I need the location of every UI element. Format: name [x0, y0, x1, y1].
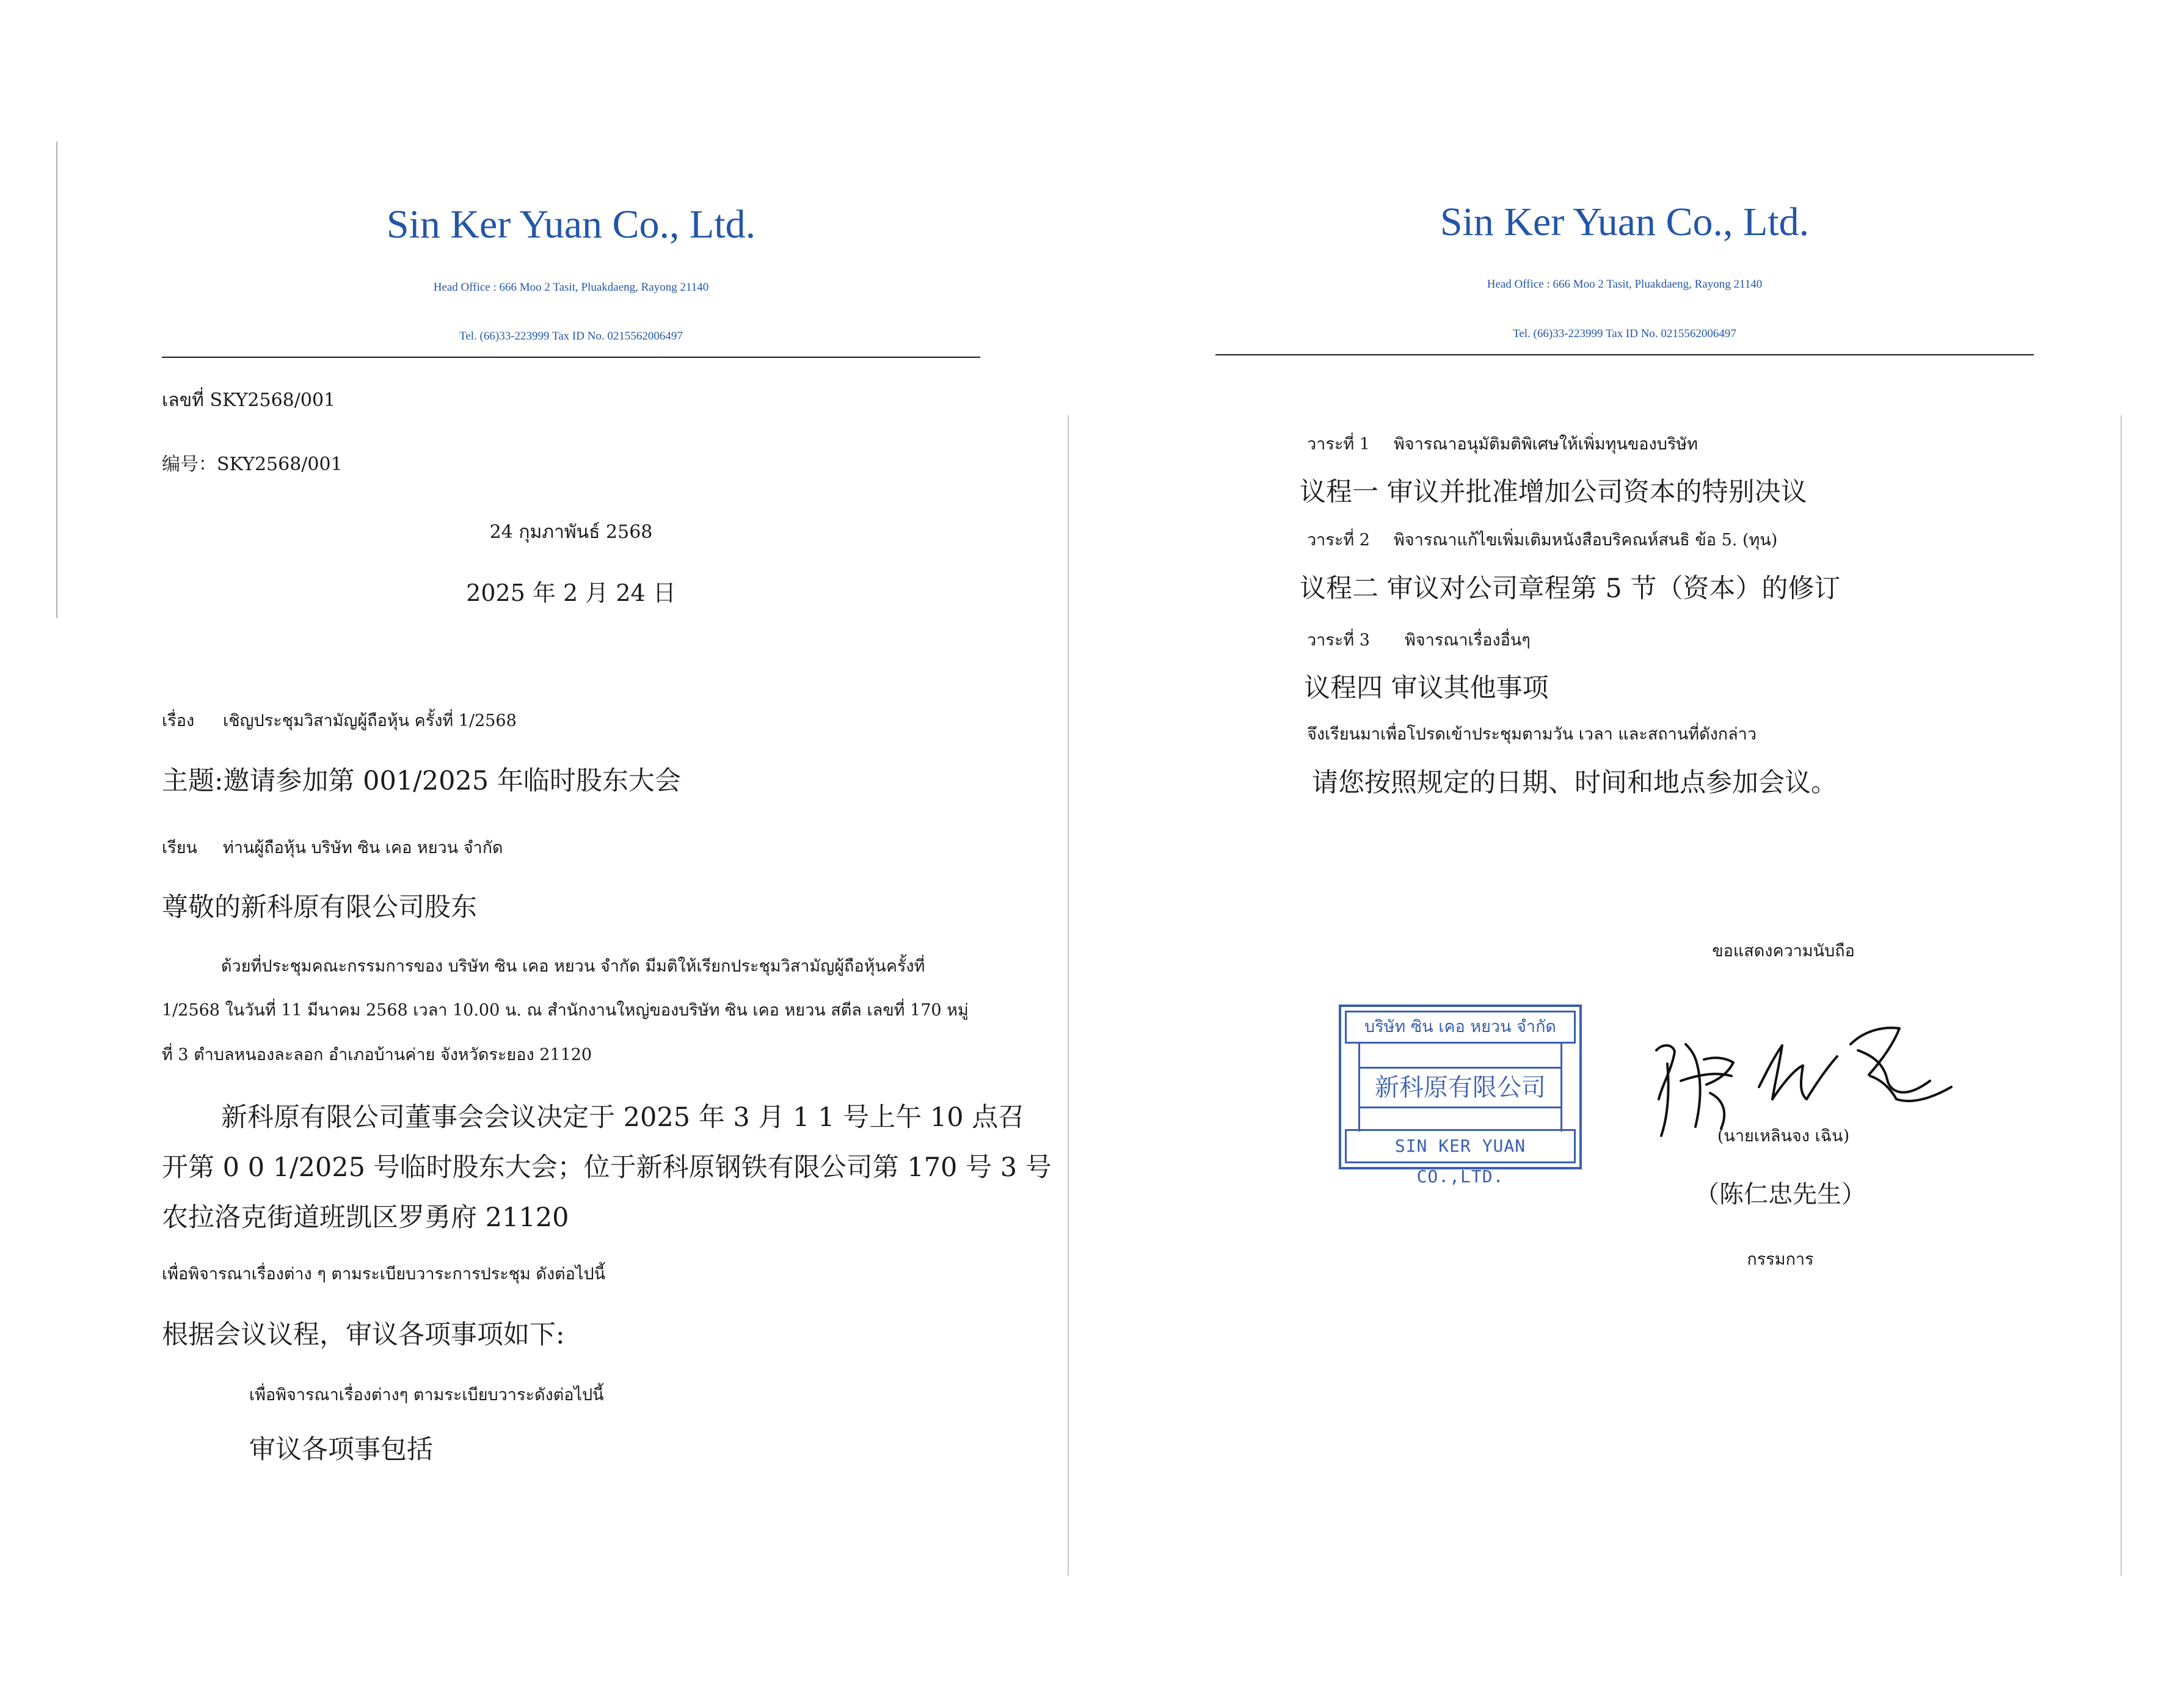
recipient-zh: 尊敬的新科原有限公司股东: [162, 892, 477, 923]
seal-thai-text: บริษัท ซิน เคอ หยวน จำกัด: [1345, 1011, 1576, 1044]
signer-name-thai: (นายเหลินจง เฉิน): [1717, 1127, 1850, 1146]
agenda-3-thai: พิจารณาเรื่องอื่นๆ: [1405, 631, 1531, 650]
subject-thai: เชิญประชุมวิสามัญผู้ถือหุ้น ครั้งที่ 1/2568: [223, 711, 517, 730]
agenda-intro-zh: 根据会议议程，审议各项事项如下:: [162, 1320, 565, 1350]
body-thai-line-1: ด้วยที่ประชุมคณะกรรมการของ บริษัท ซิน เคอ หยวน จำกัด มีมติให้เรียกประชุมวิสามัญผู้ถือหุ้นครั้งที่: [221, 957, 925, 976]
seal-zh-text: 新科原有限公司: [1358, 1067, 1562, 1108]
agenda-intro-thai: เพื่อพิจารณาเรื่องต่าง ๆ ตามระเบียบวาระการประชุม ดังต่อไปนี้: [162, 1265, 606, 1284]
body-zh-line-1: 新科原有限公司董事会会议决定于 2025 年 3 月 1 1 号上午 10 点召: [221, 1102, 1025, 1133]
head-office-address: Head Office : 666 Moo 2 Tasit, Pluakdaeng, Rayong 21140: [433, 281, 709, 294]
date-thai: 24 กุมภาพันธ์ 2568: [489, 521, 653, 543]
agenda-2-thai: พิจารณาแก้ไขเพิ่มเติมหนังสือบริคณห์สนธิ ข้อ 5. (ทุน): [1394, 531, 1778, 550]
contact-info: Tel. (66)33-223999 Tax ID No. 0215562006497: [459, 330, 683, 343]
reference-number-thai: เลขที่ SKY2568/001: [162, 390, 336, 411]
subject-zh: 主题:邀请参加第 001/2025 年临时股东大会: [162, 766, 681, 796]
agenda-1-label-thai: วาระที่ 1: [1307, 435, 1370, 454]
head-office-address-right: Head Office : 666 Moo 2 Tasit, Pluakdaeng, Rayong 21140: [1487, 278, 1763, 291]
page-edge-line: [56, 142, 57, 618]
company-name: Sin Ker Yuan Co., Ltd.: [386, 202, 756, 247]
seal-en-text: SIN KER YUAN CO.,LTD.: [1345, 1129, 1576, 1163]
recipient-thai: ท่านผู้ถือหุ้น บริษัท ซิน เคอ หยวน จำกัด: [223, 838, 503, 857]
page-separator: [1068, 415, 1069, 1575]
signer-name-zh: （陈仁忠先生）: [1695, 1180, 1866, 1208]
closing-thai: จึงเรียนมาเพื่อโปรดเข้าประชุมตามวัน เวลา และสถานที่ดังกล่าว: [1307, 725, 1757, 744]
signer-title-thai: กรรมการ: [1747, 1250, 1814, 1269]
contact-info-right: Tel. (66)33-223999 Tax ID No. 0215562006497: [1513, 327, 1736, 340]
regards-thai: ขอแสดงความนับถือ: [1712, 942, 1855, 961]
body-thai-line-2: 1/2568 ในวันที่ 11 มีนาคม 2568 เวลา 10.00 น. ณ สำนักงานใหญ่ของบริษัท ซิน เคอ หยวน สตีล เลขที่ 170 หมู่: [162, 1001, 969, 1020]
agenda-sub-zh: 审议各项事包括: [249, 1434, 433, 1465]
agenda-sub-thai: เพื่อพิจารณาเรื่องต่างๆ ตามระเบียบวาระดังต่อไปนี้: [249, 1386, 604, 1405]
letter-page-left: [0, 0, 1075, 1708]
subject-label-thai: เรื่อง: [162, 711, 195, 730]
recipient-label-thai: เรียน: [162, 838, 198, 857]
company-seal: [1339, 1005, 1582, 1187]
letterhead-divider-right: [1215, 354, 2034, 355]
agenda-1-thai: พิจารณาอนุมัติมติพิเศษให้เพิ่มทุนของบริษัท: [1394, 435, 1698, 454]
agenda-2-label-thai: วาระที่ 2: [1307, 531, 1370, 550]
reference-number-zh: 编号：SKY2568/001: [162, 454, 343, 475]
letterhead-divider: [162, 357, 980, 358]
agenda-3-label-thai: วาระที่ 3: [1307, 631, 1370, 650]
closing-zh: 请您按照规定的日期、时间和地点参加会议。: [1312, 768, 1837, 798]
date-zh: 2025 年 2 月 24 日: [466, 580, 676, 606]
company-name-right: Sin Ker Yuan Co., Ltd.: [1440, 200, 1810, 244]
agenda-2-zh: 议程二 审议对公司章程第 5 节（资本）的修订: [1300, 573, 1841, 604]
body-thai-line-3: ที่ 3 ตำบลหนองละลอก อำเภอบ้านค่าย จังหวัดระยอง 21120: [162, 1045, 592, 1064]
letter-page-right: [1075, 0, 2170, 1708]
agenda-3-zh: 议程四 审议其他事项: [1304, 673, 1549, 703]
agenda-1-zh: 议程一 审议并批准增加公司资本的特别决议: [1300, 477, 1807, 507]
body-zh-line-2: 开第 0 0 1/2025 号临时股东大会；位于新科原钢铁有限公司第 170 号 3 号: [162, 1152, 1052, 1183]
body-zh-line-3: 农拉洛克街道班凯区罗勇府 21120: [162, 1202, 569, 1233]
